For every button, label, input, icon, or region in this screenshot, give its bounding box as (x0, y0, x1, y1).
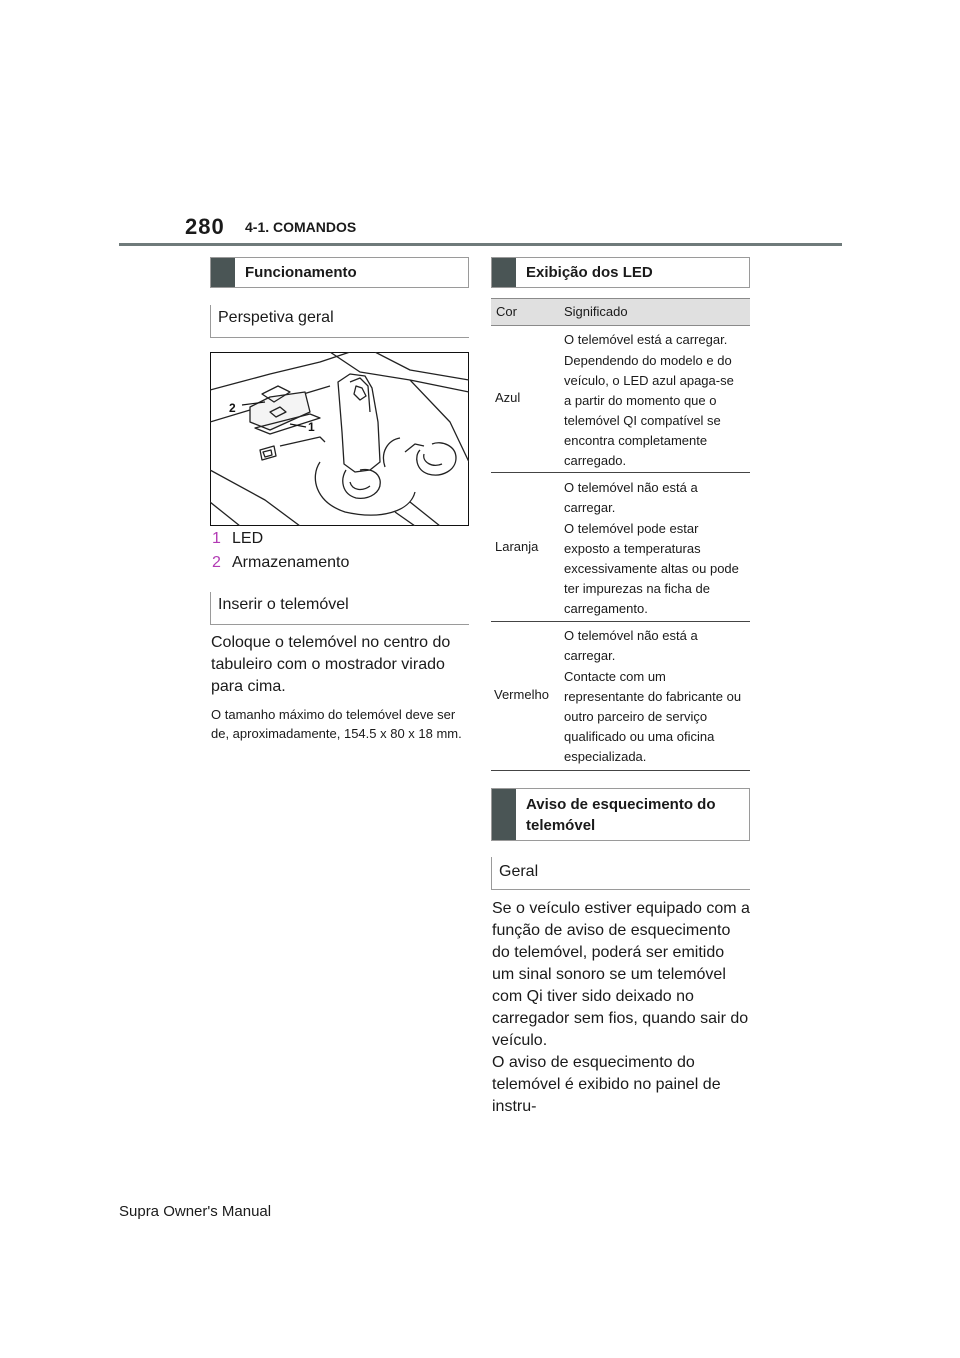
table-row-divider (491, 472, 750, 473)
callout-1: 1 (308, 420, 315, 434)
cell-significado-vermelho-1: O telemóvel não está a carregar. (564, 628, 698, 663)
page-number: 280 (185, 214, 225, 239)
section-title: 4-1. COMANDOS (245, 219, 357, 235)
table-header (491, 298, 750, 326)
heading-aviso-text: Aviso de esquecimento do telemóvel (526, 796, 716, 834)
paragraph-aviso-exibido: O aviso de esquecimento do telemóvel é exibido no painel de instru- (492, 1054, 721, 1115)
heading-funcionamento (210, 257, 469, 288)
cell-significado-azul-2: Dependendo do modelo e do veículo, o LED azul apaga-se a partir do momento que o telemóvel QI compatível se encontra completamente carregado. (564, 353, 734, 468)
col-significado: Significado (564, 304, 628, 319)
heading-bar (492, 258, 516, 287)
paragraph-tamanho: O tamanho máximo do telemóvel deve ser de, aproximadamente, 154.5 x 80 x 18 mm. (211, 707, 462, 741)
paragraph-se-o-veiculo: Se o veículo estiver equipado com a função de aviso de esquecimento do telemóvel, poderá ser emitido um sinal sonoro se um telemóvel com Qi tiver sido deixado no carregador sem fios, quando sair do veículo. (492, 900, 750, 1049)
charging-tray-illustration (210, 352, 469, 526)
legend-label: Armazenamento (232, 554, 350, 571)
legend-number: 1 (212, 530, 221, 547)
cell-significado-azul-1: O telemóvel está a carregar. (564, 332, 728, 347)
cell-significado-laranja-1: O telemóvel não está a carregar. (564, 480, 698, 515)
cell-cor-azul: Azul (495, 390, 521, 405)
legend-label: LED (232, 530, 264, 547)
heading-bar (492, 789, 516, 840)
header-rule (119, 243, 842, 246)
heading-bar (211, 258, 235, 287)
cell-cor-laranja: Laranja (495, 539, 539, 554)
subheading-inserir-text: Inserir o telemóvel (218, 596, 349, 613)
col-cor: Cor (496, 304, 517, 319)
paragraph-coloque: Coloque o telemóvel no centro do tabuleiro com o mostrador virado para cima. (211, 634, 451, 695)
legend-item-armazenamento (212, 552, 349, 574)
subheading-geral-text: Geral (499, 863, 539, 880)
heading-aviso-esquecimento (491, 788, 750, 841)
figure-charging-tray (210, 352, 469, 526)
cell-cor-vermelho: Vermelho (494, 687, 549, 702)
heading-exibicao-led (491, 257, 750, 288)
subheading-inserir (210, 592, 469, 625)
subheading-geral (491, 857, 750, 890)
callout-2: 2 (229, 401, 236, 415)
table-bottom-rule (491, 770, 750, 771)
table-row-divider (491, 621, 750, 622)
cell-significado-vermelho-2: Contacte com um representante do fabricante ou outro parceiro de serviço qualificado ou uma oficina especializada. (564, 669, 742, 764)
subheading-perspetiva-text: Perspetiva geral (218, 309, 334, 326)
cell-significado-laranja-2: O telemóvel pode estar exposto a temperaturas excessivamente altas ou pode ter impurezas na ficha de carregamento. (564, 521, 739, 616)
heading-funcionamento-text: Funcionamento (245, 264, 357, 281)
legend-item-led (212, 528, 263, 550)
footer-manual-title: Supra Owner's Manual (119, 1203, 272, 1220)
subheading-perspetiva (210, 305, 469, 338)
heading-exibicao-led-text: Exibição dos LED (526, 264, 653, 281)
legend-number: 2 (212, 554, 221, 571)
